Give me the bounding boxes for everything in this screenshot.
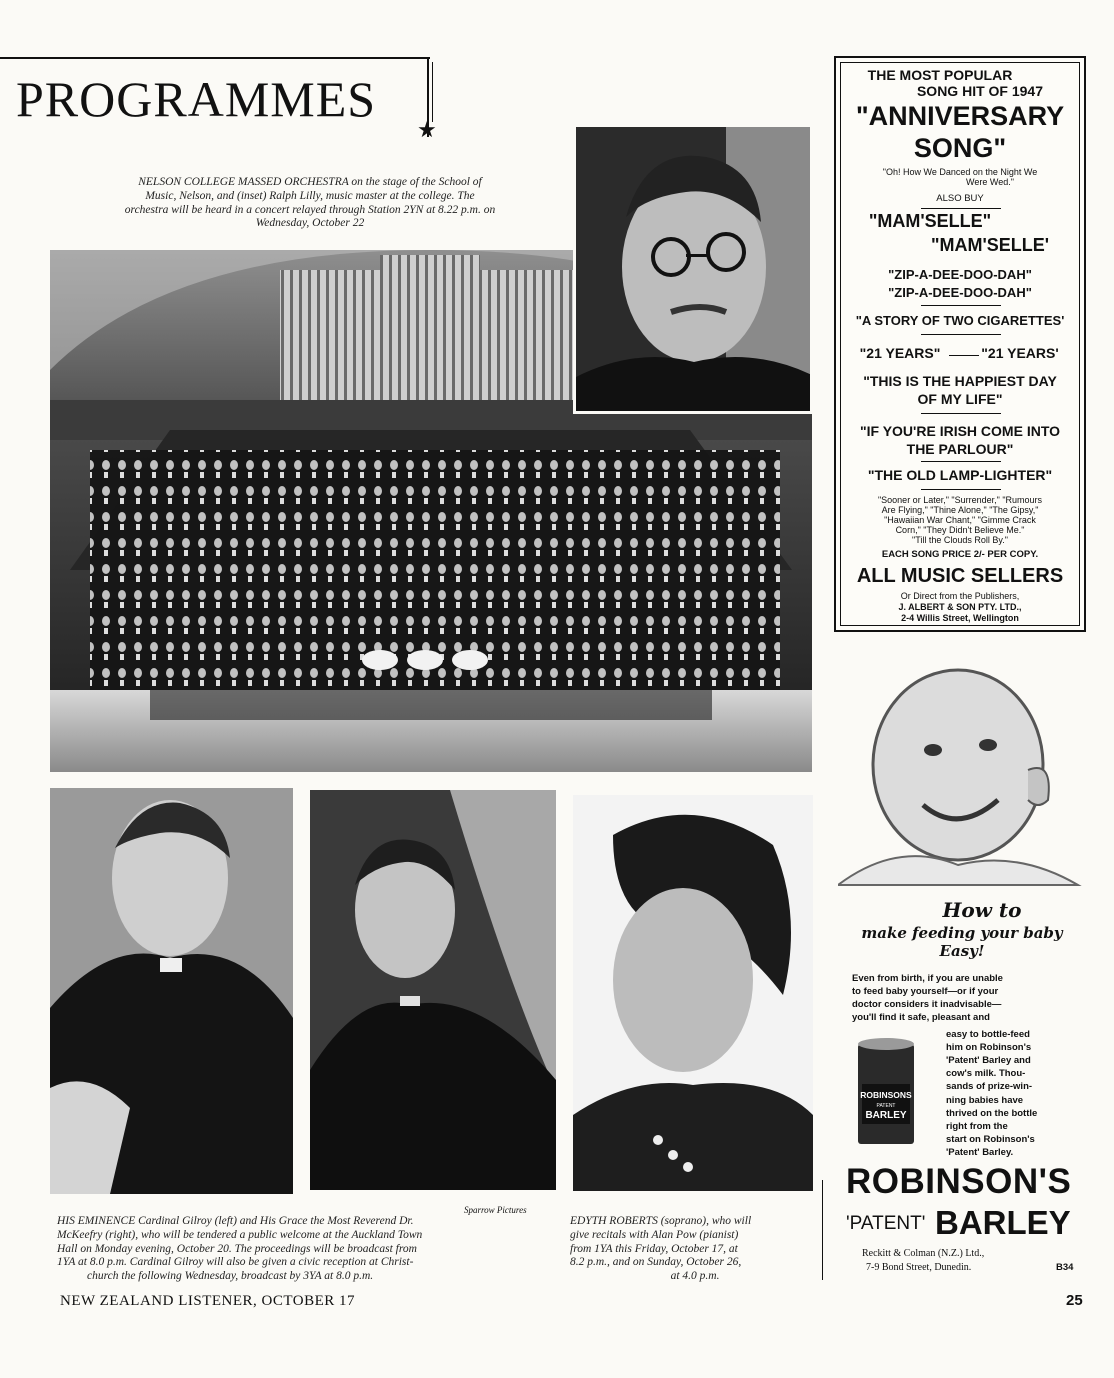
robinson-code: B34 bbox=[1056, 1262, 1074, 1273]
song-ad-other-songs: Corn," "They Didn't Believe Me." bbox=[895, 525, 1025, 535]
caption-line: at 4.0 p.m. bbox=[670, 1270, 720, 1283]
caption-line: 1YA at 8.0 p.m. Cardinal Gilroy will also be given a civic reception at Christ- bbox=[57, 1256, 414, 1269]
song-ad-price: EACH SONG PRICE 2/- PER COPY. bbox=[881, 549, 1039, 560]
caption-line: NELSON COLLEGE MASSED ORCHESTRA on the stage of the School of bbox=[138, 176, 482, 188]
song-ad-title: "A STORY OF TWO CIGARETTES' bbox=[855, 313, 1065, 328]
robinson-maker: Reckitt & Colman (N.Z.) Ltd., bbox=[862, 1248, 985, 1259]
song-ad-direct: Or Direct from the Publishers, bbox=[900, 591, 1020, 601]
robinson-body-line: easy to bottle-feed bbox=[946, 1029, 1030, 1040]
ralph-lilly-photo bbox=[573, 124, 813, 414]
robinson-body-line: doctor considers it inadvisable— bbox=[852, 999, 1002, 1011]
column-rule bbox=[822, 1180, 823, 1280]
song-ad-title: "THE OLD LAMP-LIGHTER" bbox=[867, 467, 1053, 483]
page-number: 25 bbox=[1066, 1292, 1083, 1309]
song-ad-title: OF MY LIFE" bbox=[917, 391, 1003, 407]
star-icon: ★ bbox=[417, 118, 437, 143]
robinson-body-line: Even from birth, if you are unable bbox=[852, 973, 1003, 984]
caption-line: orchestra will be heard in a concert relayed through Station 2YN at 8.22 p.m. on bbox=[124, 203, 496, 216]
tin-label: BARLEY bbox=[865, 1110, 907, 1121]
song-ad-other-songs: "Till the Clouds Roll By." bbox=[912, 535, 1008, 545]
robinson-body-line: to feed baby yourself—or if your bbox=[852, 986, 999, 998]
song-ad-also-buy: ALSO BUY bbox=[936, 193, 984, 204]
robinson-patent: 'PATENT' bbox=[846, 1213, 926, 1234]
robinson-brand: ROBINSON'S bbox=[846, 1162, 1072, 1201]
song-ad-publisher: J. ALBERT & SON PTY. LTD., bbox=[898, 602, 1022, 612]
tin-label: PATENT bbox=[876, 1103, 896, 1109]
robinson-body-line: thrived on the bottle bbox=[946, 1107, 1038, 1119]
edyth-roberts-photo bbox=[573, 795, 813, 1191]
caption-line: give recitals with Alan Pow (pianist) bbox=[570, 1228, 739, 1241]
song-ad-title: "ZIP-A-DEE-DOO-DAH" bbox=[888, 285, 1032, 300]
song-ad-rule bbox=[921, 334, 1001, 335]
song-ad-inner-border bbox=[840, 62, 1080, 626]
caption-line: Wednesday, October 22 bbox=[255, 217, 365, 230]
barley-tin-image bbox=[856, 1038, 916, 1146]
song-ad-kicker: THE MOST POPULAR bbox=[867, 67, 1013, 83]
photo-credit: Sparrow Pictures bbox=[464, 1205, 527, 1215]
cardinal-gilroy-photo bbox=[50, 788, 293, 1194]
song-ad-title: "IF YOU'RE IRISH COME INTO bbox=[859, 423, 1061, 439]
robinson-body-line: start on Robinson's bbox=[946, 1133, 1035, 1145]
song-ad-sellers: ALL MUSIC SELLERS bbox=[856, 565, 1064, 587]
song-ad-other-songs: "Hawaiian War Chant," "Gimme Crack bbox=[884, 515, 1036, 525]
song-ad-title: "ZIP-A-DEE-DOO-DAH" bbox=[888, 267, 1032, 282]
song-ad bbox=[834, 56, 1086, 632]
gilroy-caption bbox=[57, 1215, 557, 1284]
song-ad-title: "THIS IS THE HAPPIEST DAY bbox=[863, 373, 1057, 389]
song-ad-title: "21 YEARS" bbox=[859, 345, 941, 361]
robinson-body-wide bbox=[852, 972, 1064, 1024]
song-ad-rule bbox=[921, 413, 1001, 414]
baby-photo bbox=[838, 640, 1088, 890]
song-ad-kicker: SONG HIT OF 1947 bbox=[916, 83, 1044, 99]
caption-line: HIS EMINENCE Cardinal Gilroy (left) and His Grace the Most Reverend Dr. bbox=[57, 1215, 414, 1227]
song-ad-rule bbox=[921, 305, 1001, 306]
footer-publication: NEW ZEALAND LISTENER, OCTOBER 17 bbox=[60, 1293, 356, 1309]
robinson-body-line: right from the bbox=[946, 1120, 1008, 1132]
robinson-barley: BARLEY bbox=[935, 1204, 1071, 1241]
song-ad-title: THE PARLOUR" bbox=[906, 441, 1014, 457]
robinson-body-line: 'Patent' Barley. bbox=[946, 1146, 1014, 1158]
tin-label: ROBINSONS bbox=[860, 1090, 912, 1100]
song-ad-hit-title: "ANNIVERSARY bbox=[855, 101, 1065, 131]
page-title: PROGRAMMES bbox=[16, 71, 377, 127]
robinson-headline-2: make feeding your baby Easy! bbox=[861, 924, 1063, 960]
title-rule-top bbox=[0, 57, 430, 59]
song-ad-quote: Were Wed." bbox=[966, 177, 1014, 187]
robinson-headline-1: How to bbox=[942, 898, 1022, 922]
song-ad-title: "21 YEARS' bbox=[981, 345, 1059, 361]
song-ad-hit-title: SONG" bbox=[913, 133, 1007, 163]
song-ad-rule bbox=[921, 461, 1001, 462]
robinson-headline bbox=[842, 898, 1082, 960]
robinson-body-line: ning babies have bbox=[946, 1094, 1024, 1106]
robinson-maker-address: 7-9 Bond Street, Dunedin. bbox=[866, 1262, 972, 1273]
caption-line: Music, Nelson, and (inset) Ralph Lilly, music master at the college. The bbox=[145, 189, 475, 202]
song-ad-other-songs: "Sooner or Later," "Surrender," "Rumours bbox=[877, 495, 1043, 505]
orchestra-caption bbox=[60, 176, 560, 231]
song-ad-address: 2-4 Willis Street, Wellington bbox=[901, 613, 1019, 623]
caption-line: 8.2 p.m., and on Sunday, October 26, bbox=[570, 1256, 742, 1269]
song-ad-rule bbox=[921, 489, 1001, 490]
robinson-body-line: you'll find it safe, pleasant and bbox=[852, 1012, 990, 1024]
caption-line: EDYTH ROBERTS (soprano), who will bbox=[570, 1215, 752, 1227]
robinson-body-line: 'Patent' Barley and bbox=[946, 1055, 1031, 1067]
robinson-body-line: cow's milk. Thou- bbox=[946, 1068, 1026, 1080]
song-ad-title: "MAM'SELLE" bbox=[868, 211, 992, 231]
caption-line: from 1YA this Friday, October 17, at bbox=[570, 1242, 738, 1255]
song-ad-rule bbox=[921, 208, 1001, 209]
title-rule-right-inner bbox=[432, 62, 433, 122]
dr-mckeefry-photo bbox=[310, 790, 556, 1190]
robinson-body-narrow bbox=[946, 1028, 1066, 1159]
robinson-body-line: him on Robinson's bbox=[946, 1042, 1032, 1054]
song-ad-title: "MAM'SELLE' bbox=[930, 235, 1050, 255]
roberts-caption bbox=[570, 1215, 820, 1284]
robinson-body-line: sands of prize-win- bbox=[946, 1081, 1033, 1093]
song-ad-other-songs: Are Flying," "Thine Alone," "The Gipsy," bbox=[881, 505, 1039, 515]
caption-line: McKeefry (right), who will be tendered a public welcome at the Auckland Town bbox=[57, 1228, 423, 1241]
song-ad-quote: "Oh! How We Danced on the Night We bbox=[882, 167, 1038, 177]
caption-line: church the following Wednesday, broadcast by 3YA at 8.0 p.m. bbox=[87, 1270, 374, 1283]
caption-line: Hall on Monday evening, October 20. The proceedings will be broadcast from bbox=[57, 1242, 417, 1255]
